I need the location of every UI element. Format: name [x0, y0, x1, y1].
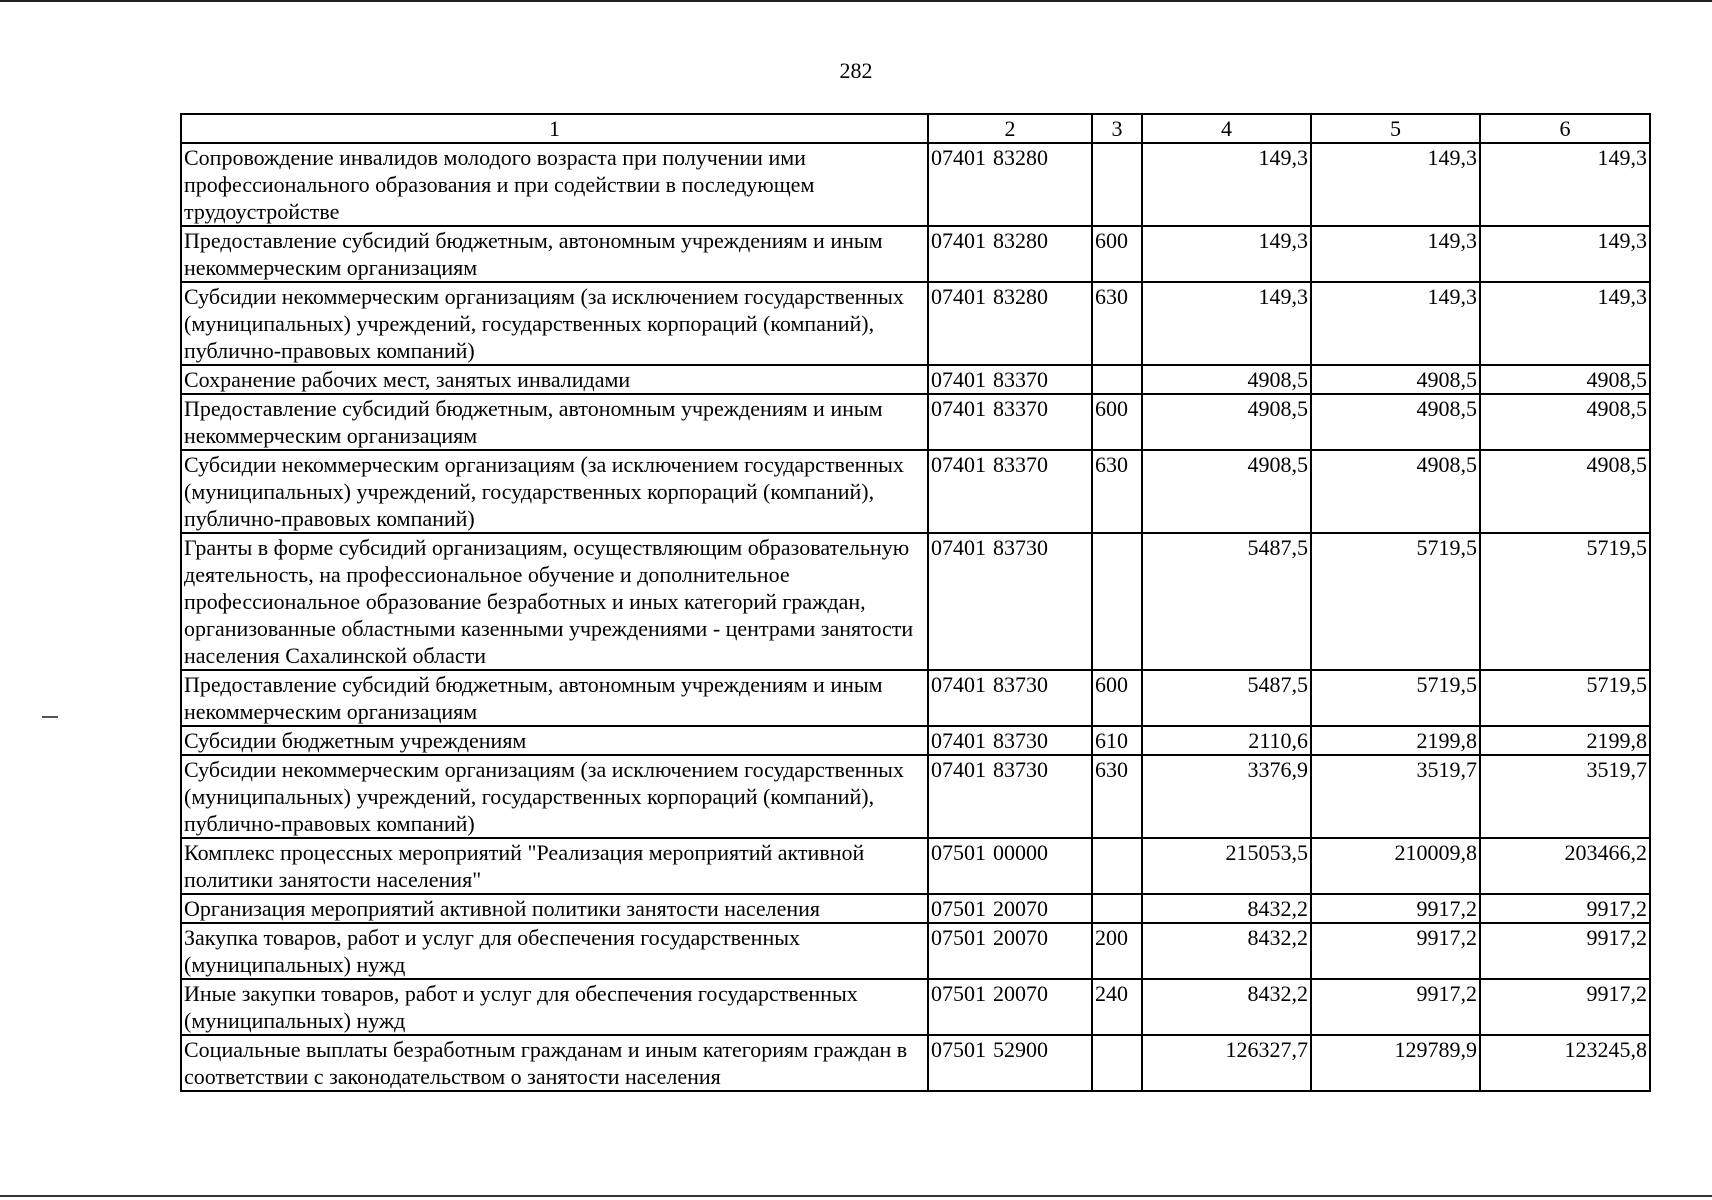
row-name: Социальные выплаты безработным гражданам и иным категориям граждан в соответствии с законодательством о занятости населения	[181, 1035, 928, 1091]
code-part-2: 00000	[993, 840, 1048, 865]
row-name: Предоставление субсидий бюджетным, автономным учреждениям и иным некоммерческим организациям	[181, 670, 928, 726]
row-name: Предоставление субсидий бюджетным, автономным учреждениям и иным некоммерческим организациям	[181, 394, 928, 450]
row-code	[928, 394, 1092, 450]
code-part-1: 07401	[931, 672, 986, 697]
row-value-5: 4908,5	[1311, 394, 1480, 450]
row-value-4: 2110,6	[1142, 726, 1311, 755]
scan-edge-bottom	[0, 1195, 1712, 1197]
row-value-4: 3376,9	[1142, 755, 1311, 838]
row-kind: 630	[1092, 450, 1142, 533]
row-value-5: 9917,2	[1311, 894, 1480, 923]
code-part-2: 52900	[993, 1037, 1048, 1062]
row-name: Организация мероприятий активной политики занятости населения	[181, 894, 928, 923]
code-part-2: 83280	[993, 228, 1048, 253]
table-row	[181, 394, 1650, 450]
row-value-5: 4908,5	[1311, 450, 1480, 533]
code-part-2: 83730	[993, 535, 1048, 560]
row-value-4: 8432,2	[1142, 923, 1311, 979]
row-value-6: 2199,8	[1480, 726, 1650, 755]
code-part-1: 07401	[931, 284, 986, 309]
row-code	[928, 838, 1092, 894]
row-value-6: 149,3	[1480, 282, 1650, 365]
table-row	[181, 894, 1650, 923]
row-name: Субсидии некоммерческим организациям (за исключением государственных (муниципальных) учреждений, государственных корпораций (компаний), публично-правовых компаний)	[181, 282, 928, 365]
row-value-5: 3519,7	[1311, 755, 1480, 838]
code-part-2: 83730	[993, 757, 1048, 782]
row-value-5: 5719,5	[1311, 533, 1480, 670]
table-row	[181, 450, 1650, 533]
row-name: Сохранение рабочих мест, занятых инвалидами	[181, 365, 928, 394]
column-header-4: 4	[1142, 114, 1311, 143]
row-value-6: 4908,5	[1480, 450, 1650, 533]
row-name: Предоставление субсидий бюджетным, автономным учреждениям и иным некоммерческим организациям	[181, 226, 928, 282]
row-kind: 600	[1092, 394, 1142, 450]
row-value-5: 149,3	[1311, 143, 1480, 226]
code-part-1: 07501	[931, 896, 986, 921]
table-row	[181, 726, 1650, 755]
code-part-2: 83730	[993, 728, 1048, 753]
row-kind	[1092, 143, 1142, 226]
code-part-2: 20070	[993, 925, 1048, 950]
code-part-1: 07401	[931, 728, 986, 753]
row-value-6: 3519,7	[1480, 755, 1650, 838]
row-kind: 240	[1092, 979, 1142, 1035]
row-kind	[1092, 365, 1142, 394]
table-row	[181, 1035, 1650, 1091]
code-part-2: 20070	[993, 981, 1048, 1006]
code-part-1: 07501	[931, 981, 986, 1006]
row-kind	[1092, 894, 1142, 923]
row-value-6: 4908,5	[1480, 394, 1650, 450]
row-value-5: 149,3	[1311, 226, 1480, 282]
page-number: 282	[839, 58, 873, 83]
row-kind	[1092, 533, 1142, 670]
row-value-4: 4908,5	[1142, 365, 1311, 394]
code-part-1: 07401	[931, 396, 986, 421]
row-value-4: 8432,2	[1142, 894, 1311, 923]
header-row	[181, 114, 1650, 143]
row-value-6: 9917,2	[1480, 979, 1650, 1035]
row-value-6: 9917,2	[1480, 923, 1650, 979]
code-part-1: 07501	[931, 925, 986, 950]
row-kind: 610	[1092, 726, 1142, 755]
row-value-5: 149,3	[1311, 282, 1480, 365]
column-header-2: 2	[928, 114, 1092, 143]
code-part-1: 07401	[931, 535, 986, 560]
row-value-6: 149,3	[1480, 143, 1650, 226]
code-part-2: 83280	[993, 145, 1048, 170]
row-value-6: 149,3	[1480, 226, 1650, 282]
code-part-2: 83280	[993, 284, 1048, 309]
row-value-5: 9917,2	[1311, 923, 1480, 979]
row-code	[928, 450, 1092, 533]
row-value-4: 5487,5	[1142, 670, 1311, 726]
code-part-2: 83370	[993, 396, 1048, 421]
row-name: Иные закупки товаров, работ и услуг для обеспечения государственных (муниципальных) нужд	[181, 979, 928, 1035]
table-row	[181, 365, 1650, 394]
table-row	[181, 670, 1650, 726]
table-row	[181, 838, 1650, 894]
row-kind	[1092, 838, 1142, 894]
code-part-2: 83370	[993, 452, 1048, 477]
row-value-6: 203466,2	[1480, 838, 1650, 894]
row-kind	[1092, 1035, 1142, 1091]
row-code	[928, 979, 1092, 1035]
column-header-6: 6	[1480, 114, 1650, 143]
margin-mark	[42, 716, 58, 718]
row-value-5: 2199,8	[1311, 726, 1480, 755]
row-value-4: 149,3	[1142, 282, 1311, 365]
row-code	[928, 726, 1092, 755]
row-value-6: 9917,2	[1480, 894, 1650, 923]
row-value-4: 8432,2	[1142, 979, 1311, 1035]
scan-edge-top	[0, 0, 1712, 2]
code-part-2: 83370	[993, 367, 1048, 392]
table-row	[181, 226, 1650, 282]
row-name: Закупка товаров, работ и услуг для обеспечения государственных (муниципальных) нужд	[181, 923, 928, 979]
row-code	[928, 670, 1092, 726]
row-name: Субсидии некоммерческим организациям (за исключением государственных (муниципальных) учреждений, государственных корпораций (компаний), публично-правовых компаний)	[181, 755, 928, 838]
row-code	[928, 226, 1092, 282]
row-code	[928, 755, 1092, 838]
row-value-4: 149,3	[1142, 143, 1311, 226]
row-kind: 630	[1092, 755, 1142, 838]
row-kind: 600	[1092, 226, 1142, 282]
table-row	[181, 923, 1650, 979]
row-value-6: 5719,5	[1480, 670, 1650, 726]
row-value-4: 215053,5	[1142, 838, 1311, 894]
column-header-1: 1	[181, 114, 928, 143]
row-value-5: 4908,5	[1311, 365, 1480, 394]
table-row	[181, 282, 1650, 365]
code-part-1: 07401	[931, 228, 986, 253]
row-kind: 600	[1092, 670, 1142, 726]
row-value-4: 4908,5	[1142, 394, 1311, 450]
row-code	[928, 143, 1092, 226]
row-name: Субсидии бюджетным учреждениям	[181, 726, 928, 755]
code-part-1: 07401	[931, 145, 986, 170]
row-code	[928, 533, 1092, 670]
row-value-4: 5487,5	[1142, 533, 1311, 670]
row-value-4: 126327,7	[1142, 1035, 1311, 1091]
row-value-6: 5719,5	[1480, 533, 1650, 670]
row-code	[928, 282, 1092, 365]
row-name: Гранты в форме субсидий организациям, осуществляющим образовательную деятельность, на профессиональное обучение и дополнительное профессиональное образование безработных и иных категорий граждан, организованные областными казенными учреждениями - центрами занятости населения Сахалинской области	[181, 533, 928, 670]
table-row	[181, 979, 1650, 1035]
row-name: Комплекс процессных мероприятий "Реализация мероприятий активной политики занятости населения"	[181, 838, 928, 894]
code-part-1: 07501	[931, 1037, 986, 1062]
table-row	[181, 533, 1650, 670]
row-value-5: 5719,5	[1311, 670, 1480, 726]
column-header-3: 3	[1092, 114, 1142, 143]
row-name: Субсидии некоммерческим организациям (за исключением государственных (муниципальных) учреждений, государственных корпораций (компаний), публично-правовых компаний)	[181, 450, 928, 533]
row-value-6: 123245,8	[1480, 1035, 1650, 1091]
code-part-1: 07401	[931, 757, 986, 782]
code-part-1: 07401	[931, 367, 986, 392]
row-code	[928, 1035, 1092, 1091]
row-name: Сопровождение инвалидов молодого возраста при получении ими профессионального образования и при содействии в последующем трудоустройстве	[181, 143, 928, 226]
column-header-5: 5	[1311, 114, 1480, 143]
row-value-6: 4908,5	[1480, 365, 1650, 394]
code-part-2: 83730	[993, 672, 1048, 697]
code-part-2: 20070	[993, 896, 1048, 921]
row-value-5: 210009,8	[1311, 838, 1480, 894]
row-code	[928, 923, 1092, 979]
code-part-1: 07401	[931, 452, 986, 477]
row-value-4: 149,3	[1142, 226, 1311, 282]
code-part-1: 07501	[931, 840, 986, 865]
row-value-5: 9917,2	[1311, 979, 1480, 1035]
row-value-5: 129789,9	[1311, 1035, 1480, 1091]
row-code	[928, 365, 1092, 394]
row-kind: 200	[1092, 923, 1142, 979]
row-kind: 630	[1092, 282, 1142, 365]
row-code	[928, 894, 1092, 923]
table-row	[181, 755, 1650, 838]
table-row	[181, 143, 1650, 226]
budget-table	[180, 113, 1651, 1092]
row-value-4: 4908,5	[1142, 450, 1311, 533]
